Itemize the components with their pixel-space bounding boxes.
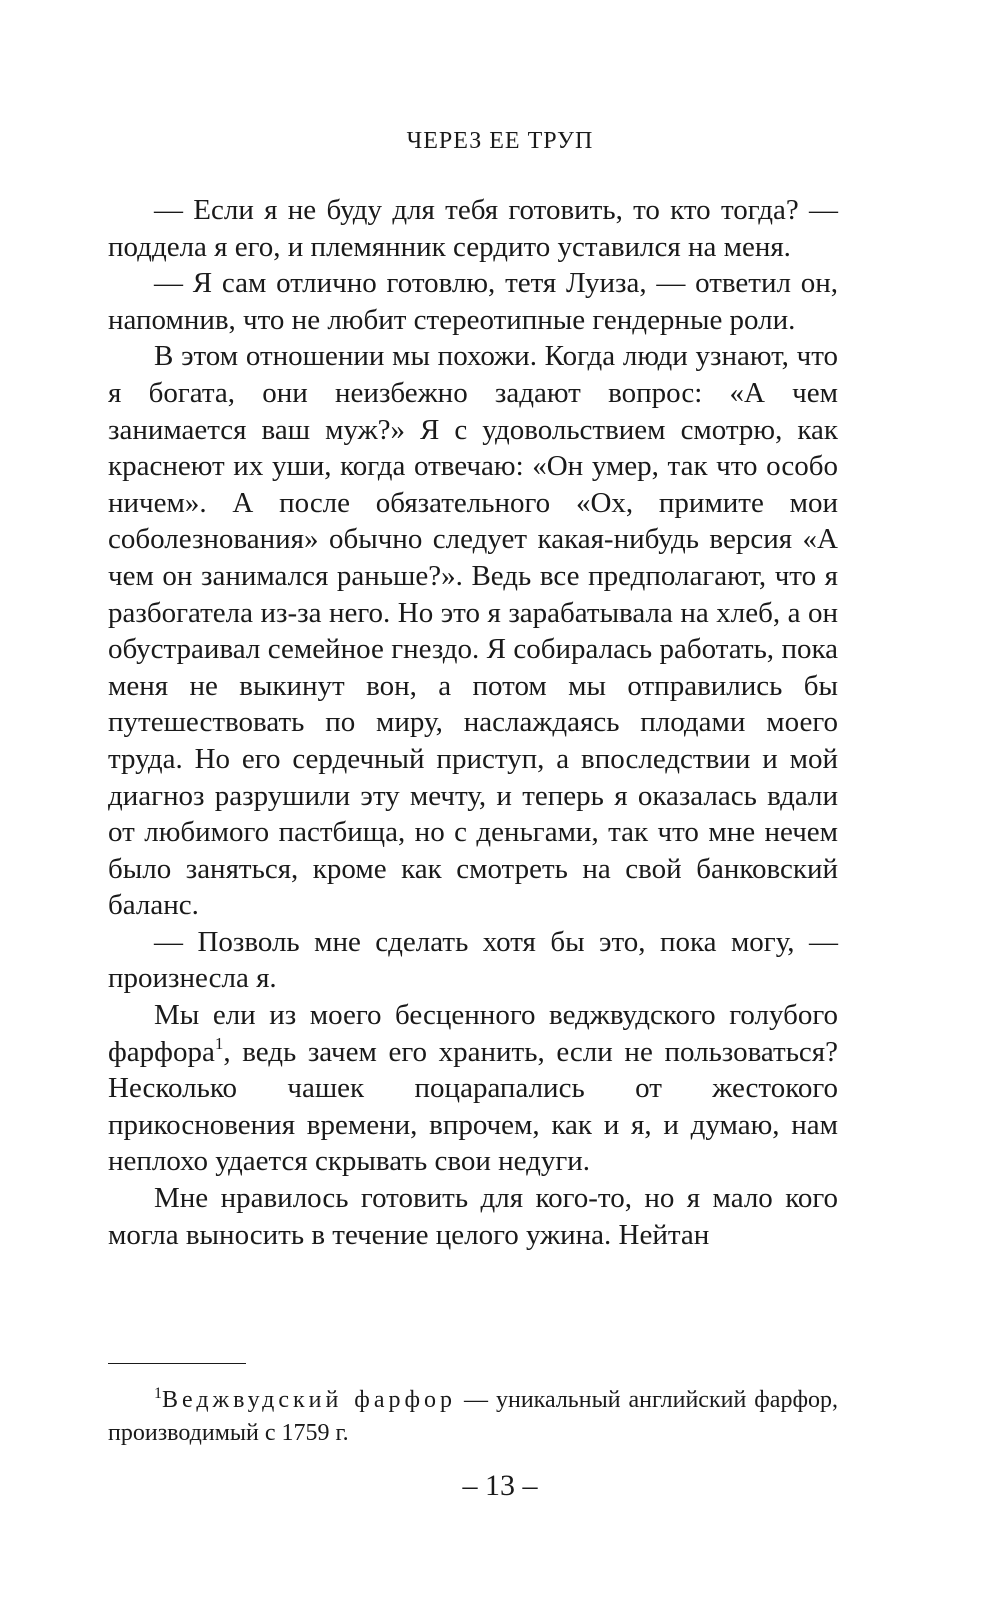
paragraph-5-start: Мы ели из моего бесценного веджвудского голубого фарфора [108, 999, 838, 1068]
footnote-text: — уникальный английский фарфор, производимый с 1759 г. [108, 1387, 838, 1446]
footnote-reference: 1 [214, 1033, 224, 1053]
footnote-term: Веджвудский фарфор [162, 1387, 457, 1413]
page-number: – 13 – [462, 1469, 538, 1502]
paragraph-5-end: , ведь зачем его хранить, если не пользоваться? Несколько чашек поцарапались от жестокого прикосновения времени, впрочем, как и я, и думаю, нам неплохо удается скрывать свои недуги. [108, 1035, 838, 1178]
paragraph-2: — Я сам отлично готовлю, тетя Луиза, — ответил он, напомнив, что не любит стереотипные гендерные роли. [108, 267, 838, 336]
paragraph-1: — Если я не буду для тебя готовить, то кто тогда? — поддела я его, и племянник сердито уставился на меня. [108, 194, 838, 263]
footnote-divider [108, 1363, 246, 1364]
footnote [108, 1384, 838, 1450]
paragraph-6: Мне нравилось готовить для кого-то, но я мало кого могла выносить в течение целого ужина. Нейтан [108, 1182, 838, 1251]
paragraph-5 [108, 997, 838, 1180]
running-head: ЧЕРЕЗ ЕЕ ТРУП [406, 128, 594, 154]
paragraph-4: — Позволь мне сделать хотя бы это, пока могу, — произнесла я. [108, 925, 838, 995]
body-text [108, 192, 838, 1253]
footnote-marker: 1 [154, 1385, 162, 1402]
paragraph-3: В этом отношении мы похожи. Когда люди узнают, что я богата, они неизбежно задают вопрос: «А чем занимается ваш муж?» Я с удовольствием смотрю, как краснеют их уши, когда отвечаю: «Он умер, так что особо ничем». А после обязательного «Ох, примите мои соболезнования» обычно следует какая-нибудь версия «А чем он занимался раньше?». Ведь все предполагают, что я разбогатела из-за него. Но это я зарабатывала на хлеб, а он обустраивал семейное гнездо. Я собиралась работать, пока меня не выкинут вон, а потом мы отправились бы путешествовать по миру, наслаждаясь плодами моего труда. Но его сердечный приступ, а впоследствии и мой диагноз разрушили эту мечту, и теперь я оказалась вдали от любимого пастбища, но с деньгами, так что мне нечем было заняться, кроме как смотреть на свой банковский баланс. [108, 340, 838, 922]
